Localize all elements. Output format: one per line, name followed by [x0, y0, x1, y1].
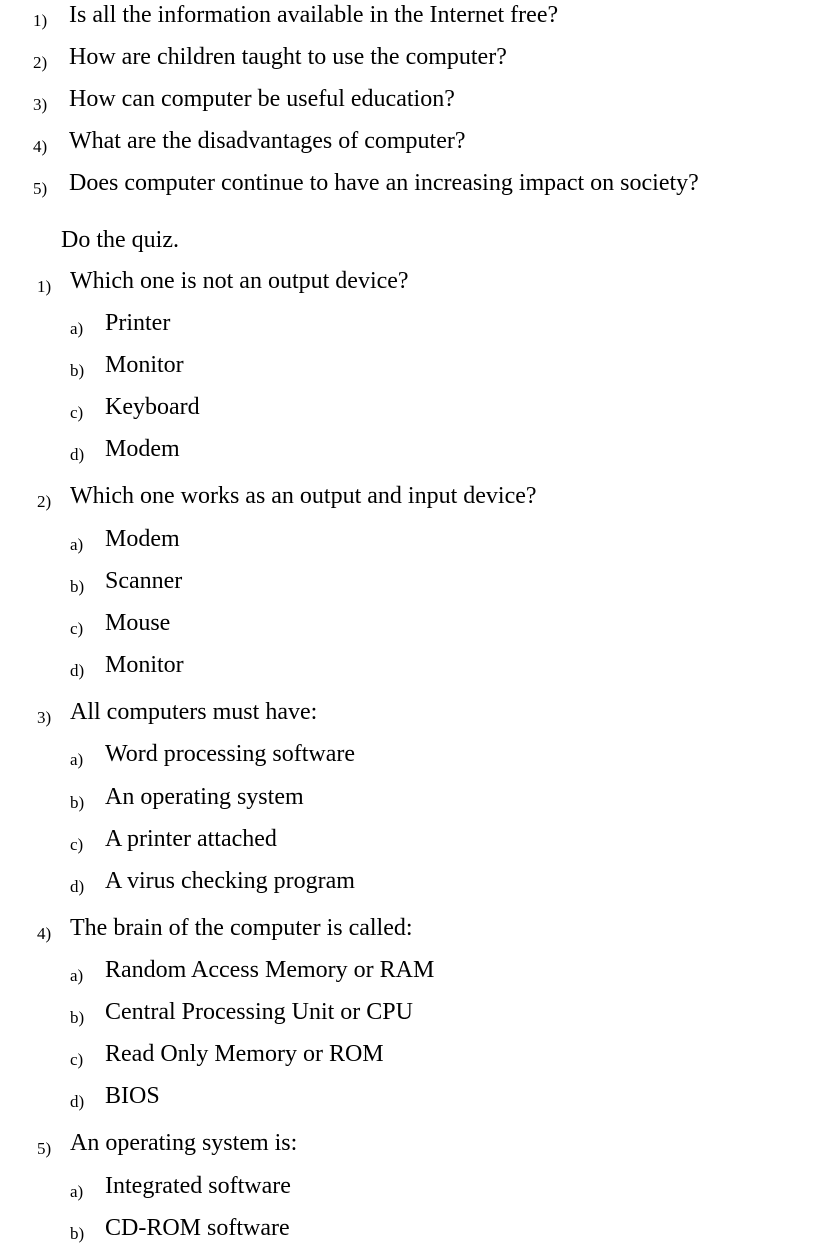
question-number: 4) — [33, 137, 48, 156]
option-text: Keyboard — [105, 394, 200, 420]
option-letter: b) — [70, 361, 85, 380]
option-text: Modem — [105, 436, 180, 462]
quiz-question-number: 5) — [37, 1139, 52, 1158]
option-letter: c) — [70, 835, 84, 854]
question-text: Is all the information available in the Internet free? — [69, 2, 559, 28]
quiz-question-text: Which one works as an output and input device? — [70, 483, 537, 509]
quiz-question-number: 2) — [37, 492, 52, 511]
option-text: Random Access Memory or RAM — [105, 957, 435, 983]
option-letter: a) — [70, 750, 84, 769]
option-text: Mouse — [105, 610, 171, 636]
quiz-question-number: 4) — [37, 924, 52, 943]
option-letter: a) — [70, 319, 84, 338]
quiz-heading: Do the quiz. — [61, 227, 179, 253]
option-text: Monitor — [105, 352, 184, 378]
question-text: Does computer continue to have an increasing impact on society? — [69, 170, 699, 196]
option-text: Word processing software — [105, 741, 355, 767]
question-number: 3) — [33, 95, 48, 114]
option-text: Integrated software — [105, 1173, 291, 1199]
option-letter: d) — [70, 1092, 85, 1111]
option-text: Printer — [105, 310, 171, 336]
option-letter: c) — [70, 619, 84, 638]
quiz-question-number: 1) — [37, 277, 52, 296]
option-letter: b) — [70, 1224, 85, 1243]
option-letter: d) — [70, 661, 85, 680]
option-text: A virus checking program — [105, 868, 355, 894]
option-text: Central Processing Unit or CPU — [105, 999, 413, 1025]
option-letter: c) — [70, 1050, 84, 1069]
question-number: 2) — [33, 53, 48, 72]
option-letter: b) — [70, 1008, 85, 1027]
option-text: A printer attached — [105, 826, 277, 852]
option-text: An operating system — [105, 784, 304, 810]
question-text: How are children taught to use the computer? — [69, 44, 507, 70]
option-letter: b) — [70, 793, 85, 812]
option-text: Modem — [105, 526, 180, 552]
question-text: What are the disadvantages of computer? — [69, 128, 466, 154]
option-letter: a) — [70, 535, 84, 554]
option-letter: c) — [70, 403, 84, 422]
option-letter: d) — [70, 877, 85, 896]
option-text: CD-ROM software — [105, 1215, 290, 1241]
quiz-question-text: The brain of the computer is called: — [70, 915, 413, 941]
quiz-question-text: All computers must have: — [70, 699, 318, 725]
quiz-question-text: Which one is not an output device? — [70, 268, 409, 294]
option-text: BIOS — [105, 1083, 160, 1109]
question-number: 5) — [33, 179, 48, 198]
quiz-question-number: 3) — [37, 708, 52, 727]
option-letter: a) — [70, 966, 84, 985]
question-text: How can computer be useful education? — [69, 86, 455, 112]
option-text: Read Only Memory or ROM — [105, 1041, 384, 1067]
option-letter: d) — [70, 445, 85, 464]
option-letter: a) — [70, 1182, 84, 1201]
option-text: Scanner — [105, 568, 183, 594]
option-text: Monitor — [105, 652, 184, 678]
quiz-question-text: An operating system is: — [70, 1130, 298, 1156]
question-number: 1) — [33, 11, 48, 30]
option-letter: b) — [70, 577, 85, 596]
